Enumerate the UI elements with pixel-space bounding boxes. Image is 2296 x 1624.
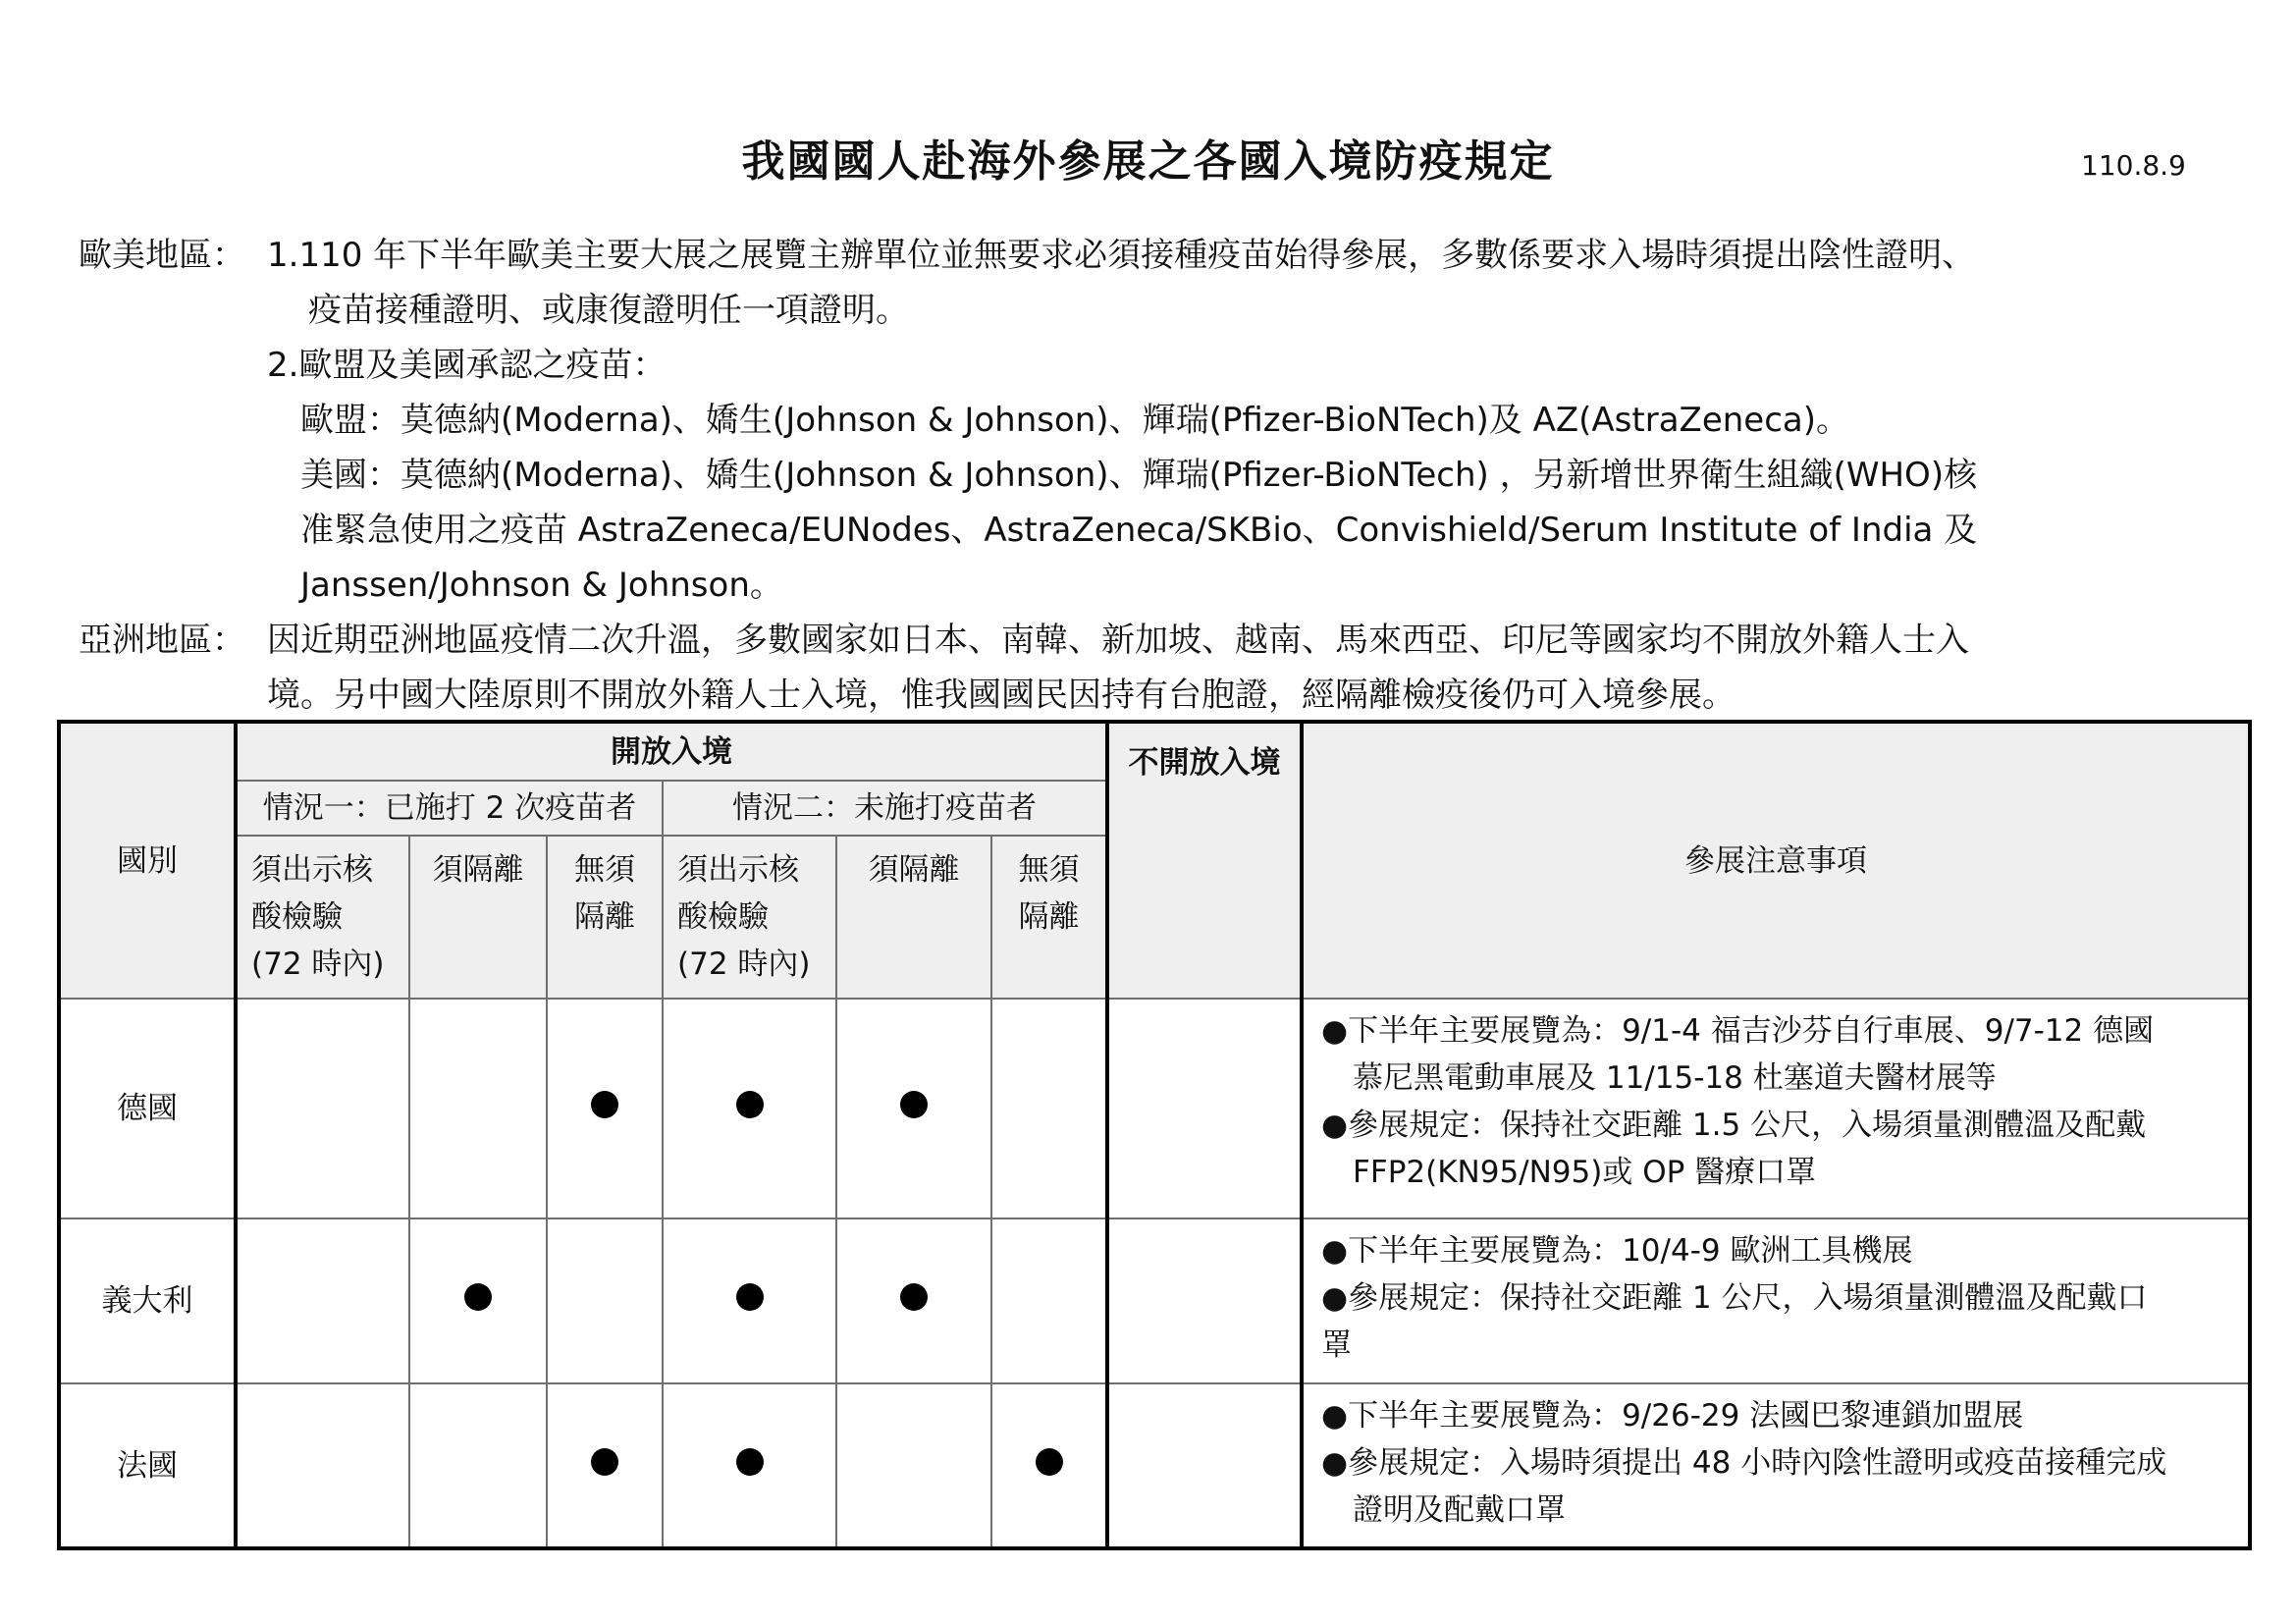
- document-date: 110.8.9: [2081, 149, 2186, 182]
- note-line: ●參展規定：保持社交距離 1.5 公尺，入場須量測體溫及配戴: [1321, 1108, 2147, 1143]
- closed-entry-cell: [1107, 1383, 1302, 1548]
- pcr-line-3: (72 時內): [677, 947, 811, 982]
- asia-region-label: 亞洲地區：: [79, 621, 245, 660]
- note-line: 罩: [1321, 1327, 1353, 1363]
- applies-dot-icon: [591, 1091, 618, 1118]
- applies-dot-icon: [736, 1091, 764, 1118]
- notes-header: 參展注意事項: [1302, 722, 2250, 999]
- note-line: FFP2(KN95/N95)或 OP 醫療口罩: [1353, 1155, 1817, 1190]
- mark-cell: [409, 999, 547, 1218]
- mark-cell: [836, 1218, 991, 1383]
- west-line-3: 2.歐盟及美國承認之疫苗：: [267, 346, 667, 385]
- note-line: 證明及配戴口罩: [1353, 1492, 1567, 1528]
- west-line-eu-vaccines: 歐盟：莫德納(Moderna)、嬌生(Johnson & Johnson)、輝瑞(Pfizer-BioNTech)及 AZ(AstraZeneca)。: [300, 401, 1850, 440]
- table-row: [59, 999, 2250, 1218]
- case2-no-quarantine-header: [991, 836, 1107, 999]
- case1-quarantine-header: 須隔離: [409, 836, 547, 999]
- pcr-line-2: 酸檢驗: [251, 899, 343, 935]
- mark-cell: [991, 1218, 1107, 1383]
- pcr-line-1: 須出示核: [251, 852, 373, 888]
- table-row: [59, 1383, 2250, 1548]
- applies-dot-icon: [900, 1283, 928, 1311]
- pcr-line-2: 酸檢驗: [677, 899, 769, 935]
- applies-dot-icon: [736, 1448, 764, 1476]
- note-line: ●參展規定：保持社交距離 1 公尺，入場須量測體溫及配戴口: [1321, 1280, 2148, 1316]
- no-quarantine-line-1: 無須: [1018, 852, 1080, 888]
- note-line: ●參展規定：入場時須提出 48 小時內陰性證明或疫苗接種完成: [1321, 1445, 2167, 1481]
- pcr-line-1: 須出示核: [677, 852, 799, 888]
- mark-cell: [236, 1383, 409, 1548]
- notes-cell: [1302, 1383, 2250, 1548]
- mark-cell: [663, 999, 836, 1218]
- applies-dot-icon: [900, 1091, 928, 1118]
- notes-cell: [1302, 1218, 2250, 1383]
- asia-line-2: 境。另中國大陸原則不開放外籍人士入境，惟我國國民因持有台胞證，經隔離檢疫後仍可入境參展。: [267, 676, 1735, 715]
- mark-cell: [836, 999, 991, 1218]
- applies-dot-icon: [736, 1283, 764, 1311]
- west-line-2: 疫苗接種證明、或康復證明任一項證明。: [308, 291, 909, 330]
- case1-header: 情況一：已施打 2 次疫苗者: [236, 781, 663, 836]
- case2-header: 情況二：未施打疫苗者: [663, 781, 1107, 836]
- mark-cell: [547, 999, 663, 1218]
- open-entry-header: 開放入境: [236, 722, 1107, 781]
- mark-cell: [663, 1218, 836, 1383]
- note-line: 慕尼黑電動車展及 11/15-18 杜塞道夫醫材展等: [1353, 1060, 1997, 1096]
- mark-cell: [836, 1383, 991, 1548]
- applies-dot-icon: [464, 1283, 492, 1311]
- mark-cell: [547, 1383, 663, 1548]
- no-quarantine-line-1: 無須: [574, 852, 635, 888]
- mark-cell: [991, 999, 1107, 1218]
- note-line: ●下半年主要展覽為：9/26-29 法國巴黎連鎖加盟展: [1321, 1398, 2024, 1434]
- applies-dot-icon: [591, 1448, 618, 1476]
- mark-cell: [409, 1218, 547, 1383]
- closed-entry-header: 不開放入境: [1107, 722, 1302, 999]
- case2-quarantine-header: 須隔離: [836, 836, 991, 999]
- case1-pcr-header: [236, 836, 409, 999]
- country-cell: 德國: [59, 999, 236, 1218]
- note-line: ●下半年主要展覽為：10/4-9 歐洲工具機展: [1321, 1233, 1913, 1269]
- no-quarantine-line-2: 隔離: [1018, 899, 1080, 935]
- pcr-line-3: (72 時內): [251, 947, 385, 982]
- country-header-cell: [59, 722, 236, 999]
- west-line-us-vaccines: 美國：莫德納(Moderna)、嬌生(Johnson & Johnson)、輝瑞(Pfizer-BioNTech) ，另新增世界衛生組織(WHO)核: [300, 456, 1978, 495]
- mark-cell: [409, 1383, 547, 1548]
- table-row: [59, 1218, 2250, 1383]
- applies-dot-icon: [1036, 1448, 1063, 1476]
- note-line: ●下半年主要展覽為：9/1-4 福吉沙芬自行車展、9/7-12 德國: [1321, 1013, 2155, 1049]
- no-quarantine-line-2: 隔離: [574, 899, 635, 935]
- asia-line-1: 因近期亞洲地區疫情二次升溫，多數國家如日本、南韓、新加坡、越南、馬來西亞、印尼等國家均不開放外籍人士入: [267, 621, 1969, 660]
- notes-cell: [1302, 999, 2250, 1218]
- mark-cell: [236, 1218, 409, 1383]
- closed-entry-cell: [1107, 1218, 1302, 1383]
- entry-rules-table: [57, 720, 2252, 1550]
- country-header: 國別: [117, 842, 178, 879]
- case2-pcr-header: [663, 836, 836, 999]
- closed-entry-cell: [1107, 999, 1302, 1218]
- west-line-6: 准緊急使用之疫苗 AstraZeneca/EUNodes、AstraZeneca/SKBio、Convishield/Serum Institute of India 及: [300, 511, 1978, 550]
- country-cell: 義大利: [59, 1218, 236, 1383]
- west-line-7: Janssen/Johnson & Johnson。: [300, 566, 783, 605]
- mark-cell: [663, 1383, 836, 1548]
- case1-no-quarantine-header: [547, 836, 663, 999]
- mark-cell: [236, 999, 409, 1218]
- west-line-1: 1.110 年下半年歐美主要大展之展覽主辦單位並無要求必須接種疫苗始得參展，多數係要求入場時須提出陰性證明、: [267, 236, 1976, 275]
- country-cell: 法國: [59, 1383, 236, 1548]
- document-title: 我國國人赴海外參展之各國入境防疫規定: [741, 136, 1555, 187]
- west-region-label: 歐美地區：: [79, 236, 245, 275]
- mark-cell: [547, 1218, 663, 1383]
- mark-cell: [991, 1383, 1107, 1548]
